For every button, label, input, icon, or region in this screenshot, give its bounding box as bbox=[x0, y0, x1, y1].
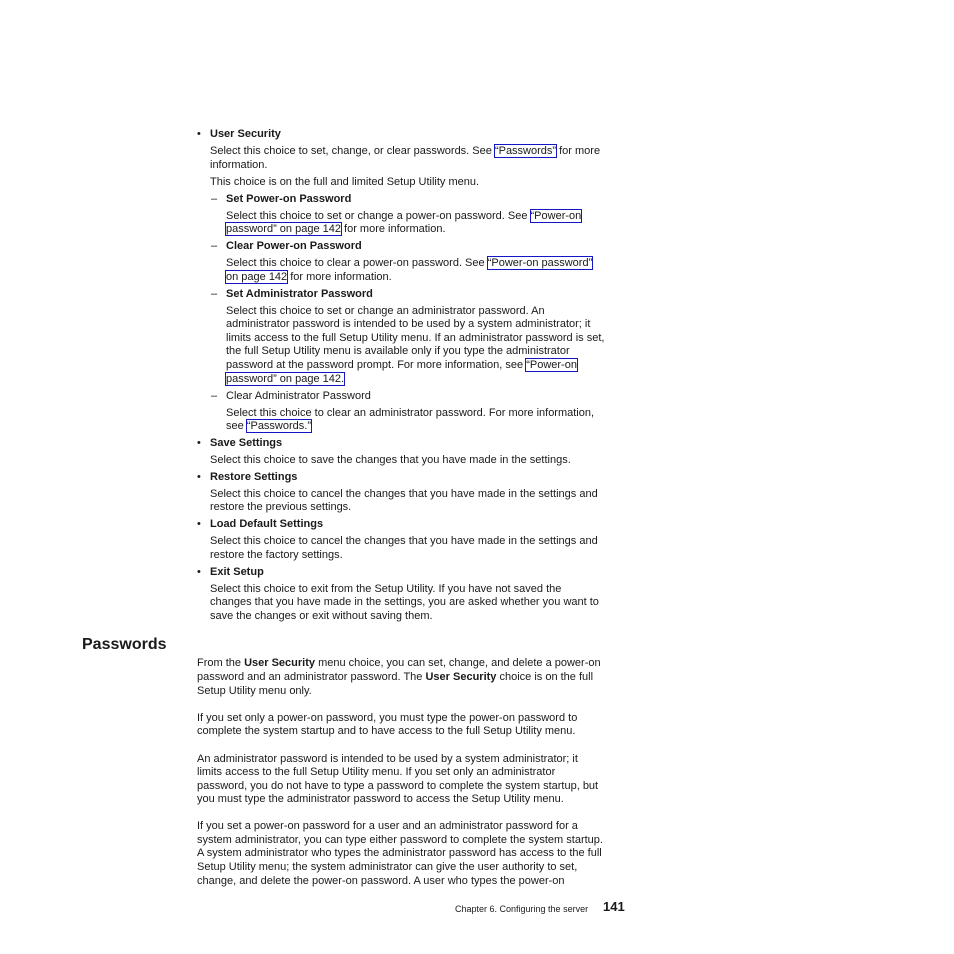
set-admin-desc: administrator password is intended to be used by a system administrator; it bbox=[226, 318, 591, 330]
passwords-link[interactable]: “Passwords” bbox=[494, 145, 557, 157]
set-admin-desc bbox=[226, 359, 577, 373]
passwords-p4: system administrator, you can type either password to complete the system startup. bbox=[197, 834, 603, 846]
user-security-desc-cont: information. bbox=[210, 159, 268, 171]
save-settings-title: Save Settings bbox=[210, 437, 283, 449]
page-number: 141 bbox=[603, 899, 625, 914]
bullet-marker: • bbox=[197, 518, 201, 530]
save-settings-desc: Select this choice to save the changes that you have made in the settings. bbox=[210, 454, 571, 466]
passwords-p1 bbox=[197, 657, 601, 671]
exit-setup-desc: changes that you have made in the settings, you are asked whether you want to bbox=[210, 596, 599, 608]
clear-power-on-desc-cont bbox=[226, 271, 392, 285]
body-text: From the bbox=[197, 657, 242, 669]
load-default-title: Load Default Settings bbox=[210, 518, 324, 530]
exit-setup-desc: Select this choice to exit from the Setup Utility. If you have not saved the bbox=[210, 583, 562, 595]
set-admin-title: Set Administrator Password bbox=[226, 288, 373, 300]
desc-text: for more information. bbox=[344, 223, 446, 235]
set-admin-desc-cont bbox=[226, 373, 344, 387]
passwords-p4: If you set a power-on password for a user and an administrator password for a bbox=[197, 820, 578, 832]
restore-settings-title: Restore Settings bbox=[210, 471, 298, 483]
dash-marker: – bbox=[211, 193, 218, 205]
passwords-p2: If you set only a power-on password, you must type the power-on password to bbox=[197, 712, 578, 724]
bullet-marker: • bbox=[197, 566, 201, 578]
passwords-p4: Setup Utility menu; the system administrator can give the user authority to set, bbox=[197, 861, 578, 873]
clear-admin-title: Clear Administrator Password bbox=[226, 390, 371, 402]
passwords-p1: Setup Utility menu only. bbox=[197, 685, 312, 697]
dash-marker: – bbox=[211, 288, 218, 300]
clear-admin-desc-cont bbox=[226, 420, 311, 434]
desc-text: Select this choice to set or change a power-on password. See bbox=[226, 210, 528, 222]
desc-text: see bbox=[226, 420, 244, 432]
restore-settings-desc: restore the previous settings. bbox=[210, 501, 352, 513]
set-admin-desc: the full Setup Utility menu is available only if you type the administrator bbox=[226, 345, 570, 357]
passwords-p4: A system administrator who types the administrator password has access to the full bbox=[197, 847, 602, 859]
exit-setup-title: Exit Setup bbox=[210, 566, 264, 578]
restore-settings-desc: Select this choice to cancel the changes that you have made in the settings and bbox=[210, 488, 598, 500]
passwords-p3: An administrator password is intended to be used by a system administrator; it bbox=[197, 753, 578, 765]
passwords-p1 bbox=[197, 671, 593, 685]
passwords-p3: limits access to the full Setup Utility menu. If you set only an administrator bbox=[197, 766, 556, 778]
passwords-p3: you must type the administrator password to access the Setup Utility menu. bbox=[197, 793, 564, 805]
clear-power-on-desc bbox=[226, 257, 592, 271]
passwords-p3: password, you do not have to type a password to complete the system startup, but bbox=[197, 780, 599, 792]
dash-marker: – bbox=[211, 240, 218, 252]
clear-power-on-title: Clear Power-on Password bbox=[226, 240, 362, 252]
load-default-desc: restore the factory settings. bbox=[210, 549, 343, 561]
user-security-desc bbox=[210, 145, 600, 159]
power-on-password-link[interactable]: on page 142 bbox=[226, 271, 288, 283]
passwords-link[interactable]: “Passwords.” bbox=[246, 420, 311, 432]
power-on-password-link[interactable]: “Power-on bbox=[530, 210, 582, 222]
passwords-p4: change, and delete the power-on password. A user who types the power-on bbox=[197, 875, 565, 887]
set-admin-desc: limits access to the full Setup Utility menu. If an administrator password is set, bbox=[226, 332, 605, 344]
desc-text: for more information. bbox=[290, 271, 392, 283]
user-security-term: User Security bbox=[425, 671, 497, 683]
power-on-password-link[interactable]: password” on page 142. bbox=[226, 373, 345, 385]
body-text: password and an administrator password. The bbox=[197, 671, 423, 683]
bullet-marker: • bbox=[197, 471, 201, 483]
power-on-password-link[interactable]: “Power-on password” bbox=[487, 257, 593, 269]
user-security-term: User Security bbox=[244, 657, 316, 669]
clear-admin-desc: Select this choice to clear an administrator password. For more information, bbox=[226, 407, 595, 419]
bullet-marker: • bbox=[197, 128, 201, 140]
footer-chapter: Chapter 6. Configuring the server bbox=[455, 904, 589, 914]
power-on-password-link[interactable]: password” on page 142 bbox=[226, 223, 341, 235]
set-power-on-desc bbox=[226, 210, 581, 224]
desc-text: Select this choice to clear a power-on password. See bbox=[226, 257, 485, 269]
load-default-desc: Select this choice to cancel the changes that you have made in the settings and bbox=[210, 535, 598, 547]
exit-setup-desc: save the changes or exit without saving them. bbox=[210, 610, 433, 622]
passwords-p2: complete the system startup and to have access to the full Setup Utility menu. bbox=[197, 725, 576, 737]
desc-text: Select this choice to set, change, or clear passwords. See bbox=[210, 145, 492, 157]
set-power-on-title: Set Power-on Password bbox=[226, 193, 352, 205]
user-security-title: User Security bbox=[210, 128, 281, 140]
dash-marker: – bbox=[211, 390, 218, 402]
body-text: choice is on the full bbox=[499, 671, 594, 683]
desc-text: for more bbox=[559, 145, 601, 157]
set-power-on-desc-cont bbox=[226, 223, 446, 237]
user-security-note: This choice is on the full and limited Setup Utility menu. bbox=[210, 176, 480, 188]
body-text: menu choice, you can set, change, and delete a power-on bbox=[318, 657, 601, 669]
passwords-heading: Passwords bbox=[82, 636, 167, 653]
bullet-marker: • bbox=[197, 437, 201, 449]
desc-text: password at the password prompt. For more information, see bbox=[226, 359, 524, 371]
set-admin-desc: Select this choice to set or change an administrator password. An bbox=[226, 305, 545, 317]
power-on-password-link[interactable]: “Power-on bbox=[526, 359, 577, 371]
